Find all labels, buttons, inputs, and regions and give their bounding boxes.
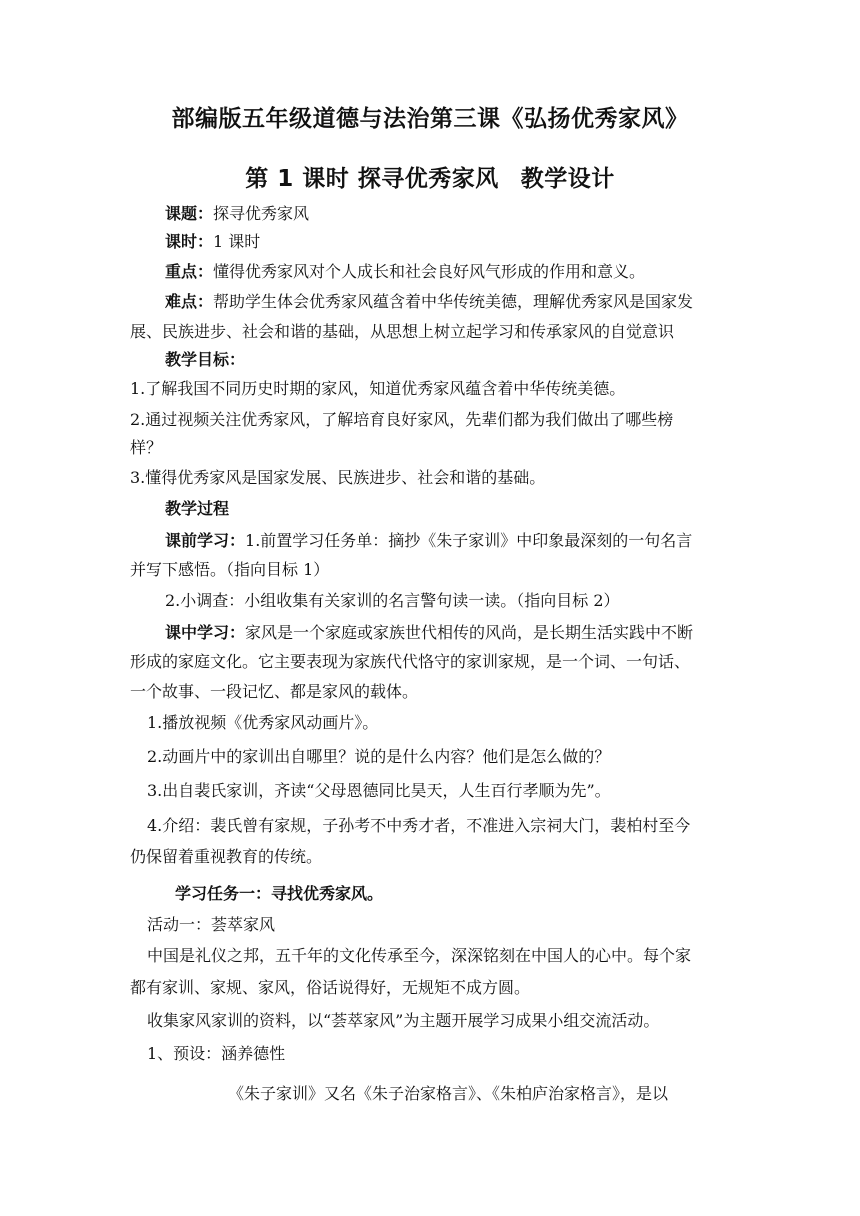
- difficulty-label: 难点：: [165, 292, 214, 311]
- paragraph-line: 收集家风家训的资料，以“荟萃家风”为主题开展学习成果小组交流活动。: [147, 1011, 660, 1030]
- key-point-value: 懂得优秀家风对个人成长和社会良好风气形成的作用和意义。: [213, 262, 646, 281]
- step-item: 3.出自裴氏家训，齐读“父母恩德同比昊天，人生百行孝顺为先”。: [147, 781, 611, 800]
- in-class-line-3: 一个故事、一段记忆、都是家风的载体。: [130, 682, 419, 701]
- activity1-title: 活动一：荟萃家风: [147, 915, 276, 934]
- step-item: 4.介绍：裴氏曾有家规，子孙考不中秀才者，不准进入宗祠大门，裴柏村至今: [147, 816, 691, 835]
- step-item: 1.播放视频《优秀家风动画片》。: [147, 713, 379, 732]
- pre-study-line: [165, 529, 765, 553]
- paragraph-line: 都有家训、家规、家风，俗话说得好，无规矩不成方圆。: [130, 978, 531, 997]
- process-heading: 教学过程: [165, 499, 230, 518]
- document-subtitle: [0, 160, 860, 193]
- task1-heading: 学习任务一：寻找优秀家风。: [175, 884, 384, 903]
- step-item-cont: 仍保留着重视教育的传统。: [130, 847, 323, 866]
- document-title: 部编版五年级道德与法治第三课《弘扬优秀家风》: [171, 106, 689, 132]
- difficulty-value: 帮助学生体会优秀家风蕴含着中华传统美德，理解优秀家风是国家发: [213, 292, 694, 311]
- goals-heading: 教学目标：: [165, 350, 246, 369]
- goal-item: 3.懂得优秀家风是国家发展、民族进步、社会和谐的基础。: [130, 468, 546, 487]
- period-line: [165, 230, 765, 254]
- in-class-line: [165, 621, 765, 645]
- topic-label: 课题：: [165, 204, 214, 223]
- goal-item: 样？: [130, 438, 163, 457]
- in-class-text: 家风是一个家庭或家族世代相传的风尚，是长期生活实践中不断: [245, 623, 694, 642]
- step-item: 2.动画片中的家训出自哪里？说的是什么内容？他们是怎么做的？: [147, 747, 611, 766]
- topic-value: 探寻优秀家风: [213, 204, 310, 223]
- period-value: 1 课时: [213, 232, 261, 251]
- pre-study-line-2: 并写下感悟。（指向目标 1）: [130, 560, 330, 579]
- topic-line: [165, 202, 765, 226]
- goal-item: 1.了解我国不同历史时期的家风，知道优秀家风蕴含着中华传统美德。: [130, 379, 626, 398]
- period-label: 课时：: [165, 232, 214, 251]
- paragraph-line: 中国是礼仪之邦，五千年的文化传承至今，深深铭刻在中国人的心中。每个家: [147, 946, 692, 965]
- key-point-label: 重点：: [165, 262, 214, 281]
- subtitle-lesson: 第 1 课时 探寻优秀家风: [245, 166, 499, 192]
- difficulty-line: [165, 290, 765, 314]
- goal-item: 2.通过视频关注优秀家风，了解培育良好家风，先辈们都为我们做出了哪些榜: [130, 410, 674, 429]
- pre-study-text: 1.前置学习任务单：摘抄《朱子家训》中印象最深刻的一句名言: [245, 531, 693, 550]
- pre-study-line-3: 2.小调查：小组收集有关家训的名言警句读一读。（指向目标 2）: [165, 591, 620, 610]
- subtitle-design: 教学设计: [520, 166, 615, 192]
- preset-line: 1、预设：涵养德性: [147, 1044, 286, 1063]
- difficulty-line-2: 展、民族进步、社会和谐的基础，从思想上树立起学习和传承家风的自觉意识: [130, 322, 675, 341]
- paragraph-line: 《朱子家训》又名《朱子治家格言》、《朱柏庐治家格言》，是以: [228, 1084, 669, 1103]
- in-class-label: 课中学习：: [165, 623, 246, 642]
- key-point-line: [165, 260, 765, 284]
- in-class-line-2: 形成的家庭文化。它主要表现为家族代代恪守的家训家规，是一个词、一句话、: [130, 652, 691, 671]
- pre-study-label: 课前学习：: [165, 531, 246, 550]
